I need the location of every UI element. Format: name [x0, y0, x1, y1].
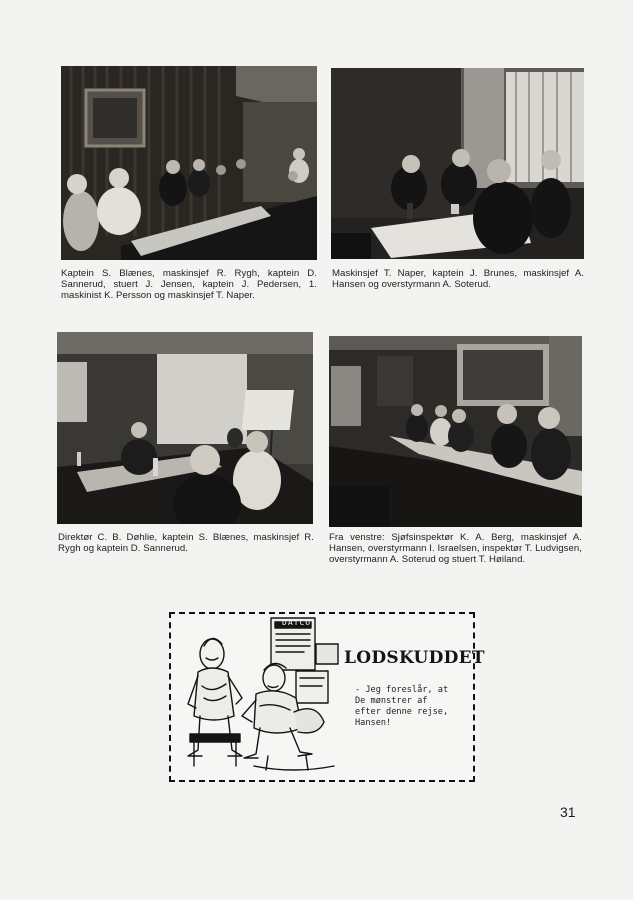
photo-caption: Fra venstre: Sjøfsinspektør K. A. Berg, maskinsjef A. Hansen, overstyrmann I. Israelsen, inspektør T. Ludvigsen, overstyrmann A. Soterud og stuert T. Høiland. — [329, 532, 582, 566]
photo-meeting-1 — [61, 66, 317, 260]
photo-meeting-3 — [57, 332, 313, 524]
cartoon-illustration — [176, 616, 346, 778]
photo-caption: Maskinsjef T. Naper, kaptein J. Brunes, maskinsjef A. Hansen og overstyrmann A. Soterud. — [332, 268, 584, 291]
photo-caption: Direktør C. B. Døhlie, kaptein S. Blænes, maskinsjef R. Rygh og kaptein D. Sannerud. — [58, 532, 314, 555]
cartoon-quote: - Jeg foreslår, at De mønstrer af efter denne rejse, Hansen! — [355, 685, 449, 728]
photo-meeting-4 — [329, 336, 582, 527]
photo-meeting-2 — [331, 68, 584, 259]
cartoon-poster-label: DATCO — [282, 618, 312, 627]
cartoon-title: LODSKUDDET — [344, 648, 485, 668]
page-number: 31 — [560, 804, 576, 820]
photo-caption: Kaptein S. Blænes, maskinsjef R. Rygh, kaptein D. Sannerud, stuert J. Jensen, kaptein J. Pedersen, 1. maskinist K. Persson og maskinsjef T. Naper. — [61, 268, 317, 302]
